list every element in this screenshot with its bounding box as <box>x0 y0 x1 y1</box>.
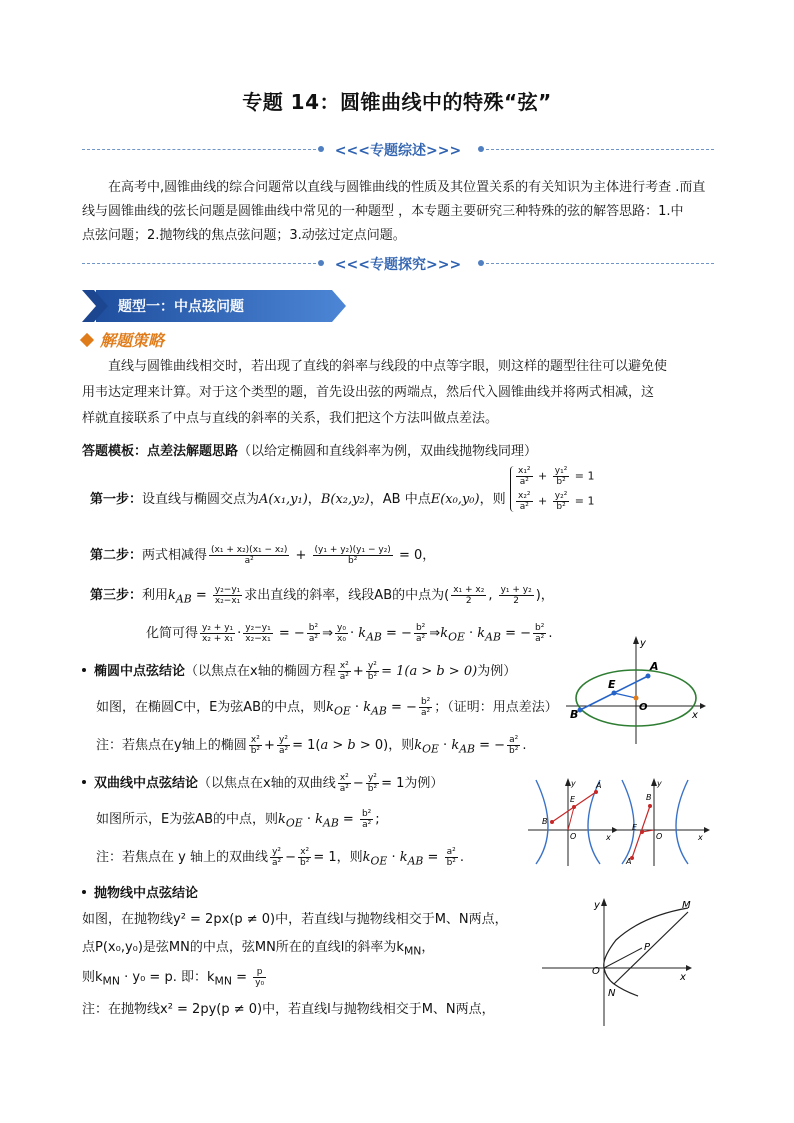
segment-op <box>604 948 642 968</box>
parabola-heading: 抛物线中点弦结论 <box>94 886 199 901</box>
step2-text: 两式相减得 <box>142 548 208 563</box>
hyperbola-note: 注：若焦点在 y 轴上的双曲线 $\frac{\text{y²}}{\text{a²}}$ − $\frac{\text{x²}}{\text{b²}}$ = 1，则$k_{OE} \cdot k_{AB}$ = $\frac{\text{a²}}{\text{b²}}$ . <box>96 847 465 868</box>
label-x: x <box>680 972 686 983</box>
label-b: B <box>570 708 579 721</box>
label-y: y <box>571 779 576 788</box>
step1-text: 设直线与椭圆交点为 <box>142 492 260 507</box>
parabola-line3-text: 则k <box>82 970 103 985</box>
step-3-simplify: 化简可得 $\frac{\text{y₂ + y₁}}{\text{x₂ + x₁}}$ · $\frac{\text{y₂−y₁}}{\text{x₂−x₁}}$ = − $\frac{\text{b²}}{\text{a²}}$ ⇒ $\frac{\text{y₀}}{\text{x₀}}$ · $k_{AB}$ = − $\frac{\text{b²}}{\text{a²}}$ $\Rightarrow k_{OE} \cdot k_{AB}$ = − $\frac{\text{b²}}{\text{a²}}$ . <box>146 623 553 644</box>
ellipse-note-text: 注：若焦点在y轴上的椭圆 <box>96 738 247 753</box>
step2-label: 第二步： <box>90 548 143 563</box>
x-axis-arrow-icon <box>700 703 706 709</box>
section-label-overview: <<<专题综述>>> <box>334 143 462 159</box>
divider-dot <box>478 260 484 266</box>
step1-mid: ，AB 中点 <box>369 492 431 507</box>
ellipse-heading: 椭圆中点弦结论 <box>94 664 186 679</box>
ellipse-note: 注：若焦点在y轴上的椭圆 $\frac{\text{x²}}{\text{b²}}$ + $\frac{\text{y²}}{\text{a²}}$ = 1(a > b > 0)，则$k_{OE} \cdot k_{AB}$ = − $\frac{\text{a²}}{\text{b²}}$ . <box>96 735 527 756</box>
y-axis-arrow-icon <box>601 898 607 906</box>
banner-title: 题型一：中点弦问题 <box>118 299 244 315</box>
parabola-line2-text: 点P(x₀,y₀)是弦MN的中点，弦MN所在的直线l的斜率为k <box>82 940 404 955</box>
step3-text: 利用 <box>142 588 169 603</box>
point-a <box>646 674 651 679</box>
step-2: 第二步：两式相减得 $\frac{\text{(x₁ + x₂)(x₁ − x₂)}}{\text{a²}}$ + $\frac{\text{(y₁ + y₂)(y₁ − y₂)}}{\text{b²}}$ = 0， <box>90 545 436 566</box>
bullet-icon <box>82 668 86 672</box>
label-y: y <box>640 638 646 649</box>
parabola-line-4: 注：在抛物线x² = 2py(p ≠ 0)中，若直线l与抛物线相交于M、N两点， <box>82 1002 495 1017</box>
ellipse-cond: = 1(a > b > 0) <box>381 664 478 679</box>
parabola-line3b-text: · y₀ = p. 即：k <box>119 970 215 985</box>
strategy-heading-text: 解题策略 <box>100 331 165 350</box>
strategy-line-2: 用韦达定理来计算。对于这个类型的题，首先设出弦的两端点，然后代入圆锥曲线并将两式相减，这 <box>82 385 655 400</box>
template-note: （以给定椭圆和直线斜率为例，双曲线抛物线同理） <box>238 444 538 459</box>
hyperbola-note2-text: = 1，则 <box>313 850 363 865</box>
step1-then: 则 <box>492 492 506 507</box>
label-x: x <box>606 833 611 842</box>
step1-system <box>510 466 595 512</box>
divider-line <box>486 263 714 264</box>
label-n: N <box>608 988 616 999</box>
label-e: E <box>632 823 638 832</box>
step-3: 第三步：利用$k_{AB}$ = $\frac{\text{y₂−y₁}}{\text{x₂−x₁}}$ 求出直线的斜率，线段AB的中点为( $\frac{\text{x₁ + x₂}}{2}$ , $\frac{\text{y₁ + y₂}}{2}$ )， <box>90 585 554 606</box>
bullet-icon <box>82 780 86 784</box>
label-e: E <box>608 678 616 691</box>
section-divider-overview <box>82 140 714 160</box>
parabola-line-1: 如图，在抛物线y² = 2px(p ≠ 0)中，若直线l与抛物线相交于M、N两点， <box>82 912 508 927</box>
ellipse-heading-note: （以焦点在x轴的椭圆方程 <box>185 664 336 679</box>
hyperbola-right-branch <box>588 780 600 864</box>
section-divider-explore <box>82 254 714 274</box>
point-b <box>648 804 652 808</box>
segment-oe <box>614 693 636 698</box>
diamond-icon <box>80 333 94 347</box>
overview-line-1: 在高考中,圆锥曲线的综合问题常以直线与圆锥曲线的性质及其位置关系的有关知识为主体进行考查 .而直 <box>108 180 706 195</box>
template-heading <box>82 440 537 459</box>
hyperbola-heading-note2: = 1为例） <box>381 776 444 791</box>
point-o <box>634 696 639 701</box>
label-a: A <box>626 857 632 866</box>
hyperbola-heading-note: （以焦点在x轴的双曲线 <box>198 776 336 791</box>
parabola-heading-line <box>82 882 198 901</box>
label-y: y <box>657 779 662 788</box>
equation-system: $\frac{\text{x₁²}}{\text{a²}}$ + $\frac{\text{y₁²}}{\text{b²}}$ = 1 $\frac{\text{x₂²}}{\text{a²}}$ + $\frac{\text{y₂²}}{\text{b²}}$ = 1 <box>510 466 595 512</box>
hyperbola-note-text: 注：若焦点在 y 轴上的双曲线 <box>96 850 268 865</box>
label-o: O <box>639 702 648 713</box>
point-e <box>612 691 617 696</box>
label-e: E <box>570 795 576 804</box>
ellipse-heading-note2: 为例） <box>477 664 517 679</box>
x-axis-arrow-icon <box>686 965 692 971</box>
label-x: x <box>692 710 698 721</box>
hyperbola-figure-1 <box>528 778 618 866</box>
hyperbola-heading: 双曲线中点弦结论 <box>94 776 199 791</box>
hyperbola-line1-text: 如图所示，E为弦AB的中点，则 <box>96 812 279 827</box>
divider-dot <box>478 146 484 152</box>
overview-line-2: 线与圆锥曲线的弦长问题是圆锥曲线中常见的一种题型 ，本专题主要研究三种特殊的弦的解答思路：1.中 <box>82 204 684 219</box>
section-label-explore: <<<专题探究>>> <box>334 257 462 273</box>
ellipse-line1b-text: ；（证明：用点差法） <box>434 700 558 715</box>
bullet-icon <box>82 890 86 894</box>
ellipse-heading-line: 椭圆中点弦结论（以焦点在x轴的椭圆方程 $\frac{\text{x²}}{\text{a²}}$ + $\frac{\text{y²}}{\text{b²}}$ = 1(a > b > 0)为例） <box>82 660 516 682</box>
point-e <box>572 805 576 809</box>
parabola-line2-sub: MN <box>403 944 422 958</box>
step3-label: 第三步： <box>90 588 143 603</box>
ellipse-note2-text: ，则 <box>388 738 415 753</box>
ellipse-figure <box>566 636 706 746</box>
template-label: 答题模板：点差法解题思路 <box>82 444 239 459</box>
divider-line <box>486 149 714 150</box>
label-a: A <box>650 660 659 673</box>
step1-point-b: B(x₂,y₂) <box>320 492 370 507</box>
parabola-line3-sub: MN <box>102 974 120 988</box>
label-p: P <box>644 942 651 953</box>
hyperbola-right-branch <box>676 780 688 864</box>
point-b <box>550 820 554 824</box>
label-b: B <box>646 793 652 802</box>
overview-line-3: 点弦问题；2.抛物线的焦点弦问题；3.动弦过定点问题。 <box>82 228 406 243</box>
label-o: O <box>570 832 577 841</box>
hyperbola-figure-2 <box>616 778 710 866</box>
x-axis-arrow-icon <box>704 827 710 833</box>
parabola-line-3: 则$k_{MN} \cdot y_0 = p$. 即：$k_{MN}$ = $\frac{p}{\text{y₀}}$ <box>82 967 265 988</box>
label-x: x <box>698 833 703 842</box>
label-o: O <box>656 832 663 841</box>
point-e <box>640 830 644 834</box>
type1-banner <box>82 290 346 322</box>
hyperbola-left-branch <box>622 780 634 864</box>
label-y: y <box>594 900 600 911</box>
label-m: M <box>682 900 691 911</box>
label-b: B <box>542 817 548 826</box>
hyperbola-heading-line: 双曲线中点弦结论（以焦点在x轴的双曲线 $\frac{\text{x²}}{\text{a²}}$ − $\frac{\text{y²}}{\text{b²}}$ = 1为例） <box>82 772 443 794</box>
strategy-heading <box>82 328 164 351</box>
point-a <box>594 790 598 794</box>
ellipse-line1-text: 如图，在椭圆C中，E为弦AB的中点，则 <box>96 700 327 715</box>
step1-point-a: A(x₁,y₁) <box>259 492 308 507</box>
step-1: 第一步：设直线与椭圆交点为A(x₁,y₁)，B(x₂,y₂)，AB 中点E(x₀,y₀)，则 <box>90 492 506 507</box>
y-axis-arrow-icon <box>633 636 639 644</box>
label-a: A <box>596 781 602 790</box>
step3-text2: 求出直线的斜率，线段AB的中点为 <box>244 588 445 603</box>
strategy-line-3: 样就直接联系了中点与直线的斜率的关系，我们把这个方法叫做点差法。 <box>82 411 499 426</box>
step1-point-e: E(x₀,y₀) <box>430 492 480 507</box>
label-o: O <box>592 966 600 977</box>
parabola-line-2: 点P(x₀,y₀)是弦MN的中点，弦MN所在的直线l的斜率为$k_{MN}$， <box>82 940 435 958</box>
step1-label: 第一步： <box>90 492 143 507</box>
chord-mn <box>614 912 688 984</box>
parabola-figure <box>542 896 694 1028</box>
strategy-line-1: 直线与圆锥曲线相交时，若出现了直线的斜率与线段的中点等字眼，则这样的题型往往可以避免使 <box>108 359 668 374</box>
hyperbola-line-1: 如图所示，E为弦AB的中点，则$k_{OE} \cdot k_{AB}$ = $\frac{\text{b²}}{\text{a²}}$ ; <box>96 809 380 830</box>
page-title: 专题 14：圆锥曲线中的特殊“弦” <box>242 90 552 114</box>
simplify-text: 化简可得 <box>146 626 199 641</box>
ellipse-line-1: 如图，在椭圆C中，E为弦AB的中点，则$k_{OE} \cdot k_{AB}$ = − $\frac{\text{b²}}{\text{a²}}$ ；（证明：用点差法） <box>96 697 558 718</box>
